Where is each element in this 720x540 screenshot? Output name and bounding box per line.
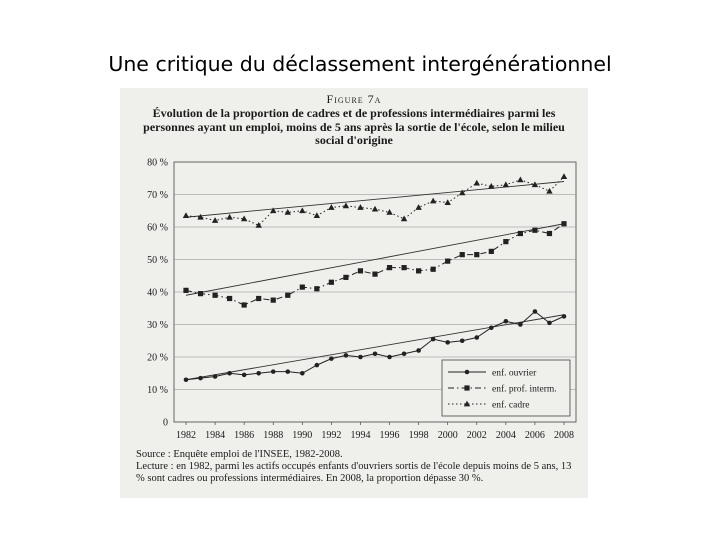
data-point [315,363,320,368]
y-tick-label: 80 % [147,158,168,169]
x-tick-label: 1986 [234,430,255,441]
data-point [533,309,538,314]
x-tick-label: 2000 [437,430,458,441]
data-point [329,280,334,285]
y-tick-label: 10 % [147,385,168,396]
data-point [503,181,509,187]
y-tick-label: 50 % [147,255,168,266]
data-point [416,268,421,273]
x-tick-label: 1982 [176,430,196,441]
data-point [561,221,566,226]
data-point [401,265,406,270]
data-point [459,189,465,195]
data-point [344,353,349,358]
y-tick-label: 40 % [147,287,168,299]
data-point [184,377,189,382]
data-point [474,252,479,257]
data-point [387,265,392,270]
data-point [343,275,348,280]
data-point [198,291,203,296]
legend-label: enf. cadre [492,400,530,411]
data-point [358,355,363,360]
y-tick-label: 70 % [147,190,168,201]
data-point [547,321,552,326]
data-point [256,296,261,301]
data-point [402,351,407,356]
figure-title: Évolution de la proportion de cadres et de professions intermédiaires parmi les personnes ayant un emploi, moins de 5 ans après la sortie de l'école, selon le milieu social d'origine [143,106,565,147]
slide-title: Une critique du déclassement intergénérationnel [108,52,612,76]
data-point [227,371,232,376]
x-tick-label: 2008 [554,430,574,441]
series-2 [183,173,567,228]
data-point [474,180,480,186]
data-point [183,212,189,218]
lecture-note: Lecture : en 1982, parmi les actifs occupés enfants d'ouvriers sortis de l'école depuis moins de 5 ans, 13 % sont cadres ou professions intermédiaires. En 2008, la proportion dépasse 30 %. [136,461,572,484]
data-point [517,176,523,182]
legend-label: enf. ouvrier [492,368,537,379]
data-point [314,212,320,218]
y-tick-label: 30 % [147,320,168,331]
y-tick-label: 20 % [147,352,168,364]
data-point [445,259,450,264]
data-point [518,231,523,236]
data-point [212,293,217,298]
data-point [416,348,421,353]
data-point [271,369,276,374]
data-point [387,355,392,360]
data-point [285,293,290,298]
data-point [460,252,465,257]
data-point [213,374,218,379]
x-tick-label: 1996 [379,430,400,441]
data-point [489,249,494,254]
data-point [460,338,465,343]
x-tick-label: 1994 [350,430,371,441]
y-tick-label: 0 [163,417,168,429]
data-point [562,314,567,319]
data-point [444,199,450,205]
source-note: Source : Enquête emploi de l'INSEE, 1982-2008. [136,449,343,460]
data-point [299,207,305,213]
y-tick-label: 60 % [147,222,168,234]
x-tick-label: 2004 [495,430,516,441]
legend-marker [464,385,469,390]
data-point [430,198,436,204]
data-point [183,288,188,293]
line-chart [120,158,588,448]
legend-label: enf. prof. interm. [492,384,557,395]
data-point [227,296,232,301]
legend-marker [465,370,470,375]
data-point [373,351,378,356]
data-point [300,371,305,376]
x-tick-label: 1990 [292,430,313,441]
series-line [186,224,564,305]
data-point [256,371,261,376]
data-point [445,340,450,345]
x-tick-label: 2006 [524,430,545,441]
legend [442,360,570,416]
figure-label: Figure 7a [326,92,382,106]
data-point [489,325,494,330]
data-point [503,239,508,244]
x-tick-label: 1998 [408,430,429,441]
data-point [358,268,363,273]
data-point [328,204,334,210]
data-point [431,267,436,272]
x-tick-label: 1984 [205,430,226,441]
data-point [270,207,276,213]
data-point [518,322,523,327]
data-point [474,335,479,340]
data-point [504,319,509,324]
x-tick-label: 1988 [263,430,284,441]
x-tick-label: 2002 [466,430,487,441]
data-point [242,302,247,307]
series-1 [183,221,566,307]
data-point [343,202,349,208]
data-point [357,204,363,210]
data-point [561,173,567,179]
data-point [372,206,378,212]
data-point [372,272,377,277]
data-point [212,217,218,223]
data-point [532,228,537,233]
figure-scan [120,88,588,498]
data-point [226,214,232,220]
x-tick-label: 1992 [321,430,342,441]
data-point [198,376,203,381]
data-point [242,373,247,378]
series-line [186,177,564,226]
data-point [547,231,552,236]
data-point [285,369,290,374]
data-point [300,285,305,290]
data-point [329,356,334,361]
data-point [314,286,319,291]
data-point [271,298,276,303]
data-point [431,337,436,342]
